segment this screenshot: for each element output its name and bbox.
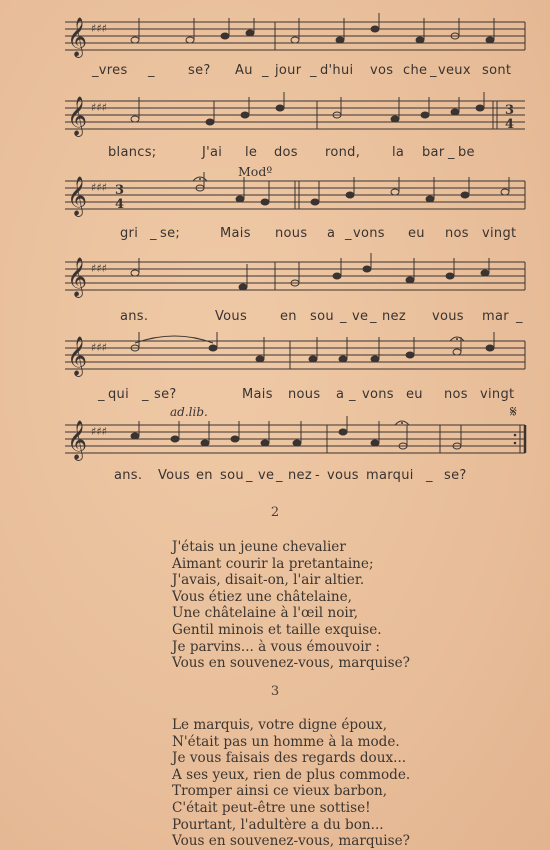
verse-line: Vous étiez une châtelaine,	[172, 588, 352, 605]
lyric-syllable: marqui	[366, 468, 414, 483]
lyric-syllable: _	[516, 309, 523, 324]
svg-text:♯♯♯: ♯♯♯	[91, 181, 107, 194]
lyric-syllable: a	[336, 387, 345, 402]
lyric-syllable: Mais	[242, 387, 273, 402]
lyric-syllable: _	[345, 226, 352, 241]
verse-line: J'étais un jeune chevalier	[172, 539, 346, 555]
lyric-syllable: _	[276, 468, 283, 483]
lyric-syllable: nos	[444, 387, 468, 402]
lyric-syllable: mar	[482, 309, 509, 324]
lyric-syllable: _vres	[92, 63, 128, 78]
lyric-syllable: eu	[408, 226, 425, 241]
svg-text:♯♯♯: ♯♯♯	[91, 262, 107, 275]
music-staff-5	[65, 337, 525, 377]
svg-text:♯♯♯: ♯♯♯	[91, 22, 107, 35]
lyric-syllable: J'ai	[202, 145, 223, 160]
music-staff-2	[65, 97, 525, 137]
lyric-syllable: che	[403, 63, 428, 78]
verse-line: Je vous faisais des regards doux...	[172, 750, 407, 767]
lyric-syllable: veux	[438, 63, 471, 78]
lyric-syllable: nez	[288, 468, 312, 483]
lyric-syllable: nous	[275, 226, 308, 241]
lyric-syllable: sou	[220, 468, 244, 483]
lyrics-line-4	[70, 309, 525, 329]
lyric-syllable: vingt	[482, 226, 517, 241]
lyric-syllable: se?	[188, 63, 211, 78]
lyric-syllable: sont	[482, 63, 512, 78]
svg-text:♯♯♯: ♯♯♯	[91, 341, 107, 354]
lyric-syllable: _	[262, 63, 269, 78]
lyric-syllable: _	[349, 387, 356, 402]
music-staff-4	[65, 258, 525, 298]
lyric-syllable: Vous	[158, 468, 191, 483]
lyric-syllable: bar	[422, 145, 445, 160]
lyric-syllable: _	[426, 468, 433, 483]
lyric-syllable: nos	[445, 226, 469, 241]
verse-line: Je parvins... à vous émouvoir :	[172, 638, 380, 655]
music-staff-6	[65, 421, 525, 461]
lyric-syllable: vons	[362, 387, 394, 402]
verse-2-text	[172, 539, 472, 672]
lyric-syllable: ans.	[120, 309, 149, 324]
verse-line: Vous en souvenez-vous, marquise?	[172, 833, 410, 850]
lyric-syllable: se?	[444, 468, 467, 483]
lyric-syllable: ans.	[114, 468, 143, 483]
lyric-syllable: nous	[288, 387, 321, 402]
verse-line: J'avais, disait-on, l'air altier.	[172, 572, 365, 589]
lyric-syllable: -	[315, 468, 320, 483]
verse-line: Une châtelaine à l'œil noir,	[172, 605, 359, 622]
svg-text:3: 3	[505, 103, 515, 118]
lyric-syllable: vos	[370, 63, 394, 78]
verse-line: Gentil minois et taille exquise.	[172, 621, 382, 638]
lyric-syllable: _	[340, 309, 347, 324]
lyric-syllable: Mais	[220, 226, 251, 241]
lyric-syllable: sou	[310, 309, 334, 324]
lyric-syllable: _	[310, 63, 317, 78]
lyrics-line-2	[70, 145, 525, 165]
lyric-syllable: se;	[160, 226, 181, 241]
lyrics-line-3	[70, 226, 525, 246]
lyric-syllable: _	[430, 63, 437, 78]
lyric-syllable: vous	[432, 309, 464, 324]
verse-line: A ses yeux, rien de plus commode.	[172, 766, 411, 783]
lyric-syllable: jour	[275, 63, 302, 78]
lyric-syllable: gri	[120, 226, 139, 241]
segno-icon: 𝄋	[510, 402, 517, 421]
lyric-syllable: _	[142, 387, 149, 402]
svg-text:4: 4	[505, 117, 515, 132]
music-staff-3	[65, 177, 525, 217]
verse-number: 2	[270, 505, 280, 520]
lyric-syllable: be	[458, 145, 475, 160]
lyric-syllable: ve	[352, 309, 369, 324]
lyric-syllable: vous	[327, 468, 359, 483]
lyric-syllable: Vous	[215, 309, 248, 324]
verse-number: 3	[270, 684, 280, 699]
ad-lib-marking: ad.lib.	[170, 405, 208, 419]
verse-line: Aimant courir la pretantaine;	[172, 555, 374, 572]
svg-text:4: 4	[115, 197, 125, 212]
lyric-syllable: la	[392, 145, 405, 160]
lyric-syllable: eu	[406, 387, 423, 402]
lyric-syllable: _	[370, 309, 377, 324]
lyric-syllable: _	[148, 63, 155, 78]
svg-text:𝄞: 𝄞	[67, 257, 88, 297]
lyric-syllable: qui	[108, 387, 130, 402]
lyrics-line-1	[70, 63, 525, 83]
verse-line: Tromper ainsi ce vieux barbon,	[172, 783, 388, 800]
lyric-syllable: ve	[258, 468, 275, 483]
lyrics-line-6	[70, 468, 525, 488]
lyric-syllable: blancs;	[108, 145, 157, 160]
lyric-syllable: se?	[154, 387, 177, 402]
lyric-syllable: a	[327, 226, 336, 241]
lyric-syllable: nez	[382, 309, 406, 324]
verse-3-text	[172, 717, 472, 850]
verse-line: N'était pas un homme à la mode.	[172, 733, 400, 750]
lyric-syllable: vingt	[480, 387, 515, 402]
svg-text:♯♯♯: ♯♯♯	[91, 425, 107, 438]
lyric-syllable: _	[448, 145, 455, 160]
lyric-syllable: Au	[235, 63, 253, 78]
svg-text:𝄞: 𝄞	[67, 17, 88, 57]
lyric-syllable: dos	[274, 145, 298, 160]
verse-line: Vous en souvenez-vous, marquise?	[172, 655, 410, 672]
svg-text:♯♯♯: ♯♯♯	[91, 101, 107, 114]
lyric-syllable: vons	[353, 226, 385, 241]
verse-line: C'était peut-être une sottise!	[172, 799, 371, 816]
verse-line: Pourtant, l'adultère a du bon...	[172, 816, 384, 833]
svg-text:𝄞: 𝄞	[67, 176, 88, 216]
lyrics-line-5	[70, 387, 525, 407]
lyric-syllable: le	[245, 145, 258, 160]
music-staff-1	[65, 18, 525, 58]
svg-text:𝄞: 𝄞	[67, 420, 88, 460]
verse-line: Le marquis, votre digne époux,	[172, 717, 388, 733]
tempo-marking: Modº	[238, 164, 273, 179]
svg-text:3: 3	[115, 183, 125, 198]
lyric-syllable: en	[280, 309, 297, 324]
lyric-syllable: en	[196, 468, 213, 483]
svg-text:𝄞: 𝄞	[67, 336, 88, 376]
lyric-syllable: _	[150, 226, 157, 241]
svg-text:𝄞: 𝄞	[67, 96, 88, 136]
lyric-syllable: _	[98, 387, 105, 402]
lyric-syllable: rond,	[325, 145, 361, 160]
lyric-syllable: _	[246, 468, 253, 483]
lyric-syllable: d'hui	[320, 63, 354, 78]
